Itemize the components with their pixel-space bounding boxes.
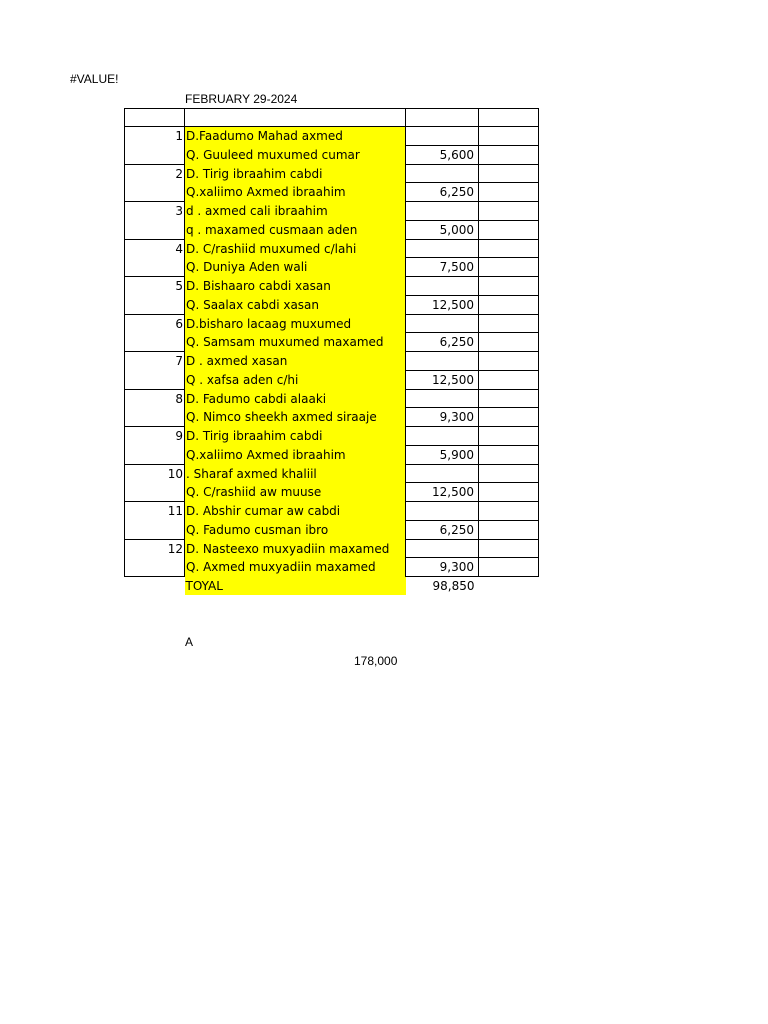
empty-cell[interactable] <box>479 577 539 596</box>
amount-cell[interactable] <box>406 352 479 371</box>
name-cell[interactable]: Q.xaliimo Axmed ibraahim <box>185 445 406 464</box>
row-number-cell[interactable]: 9 <box>125 427 185 446</box>
row-number-cell[interactable]: 12 <box>125 539 185 558</box>
amount-cell[interactable]: 7,500 <box>406 258 479 277</box>
amount-cell[interactable] <box>406 389 479 408</box>
row-number-cell[interactable] <box>125 445 185 464</box>
amount-cell[interactable]: 9,300 <box>406 408 479 427</box>
row-number-cell[interactable] <box>125 558 185 577</box>
row-number-cell[interactable]: 7 <box>125 352 185 371</box>
table-row <box>125 483 539 502</box>
empty-cell[interactable] <box>479 464 539 483</box>
total-row <box>125 577 539 596</box>
empty-cell[interactable] <box>479 183 539 202</box>
table-row <box>125 408 539 427</box>
row-number-cell[interactable]: 11 <box>125 502 185 521</box>
row-number-cell[interactable]: 1 <box>125 127 185 146</box>
name-cell[interactable]: Q. Axmed muxyadiin maxamed <box>185 558 406 577</box>
date-title[interactable]: FEBRUARY 29-2024 <box>185 92 298 106</box>
amount-cell[interactable]: 5,000 <box>406 220 479 239</box>
empty-cell[interactable] <box>479 220 539 239</box>
empty-cell[interactable] <box>479 558 539 577</box>
name-cell[interactable]: D. Tirig ibraahim cabdi <box>185 427 406 446</box>
empty-cell[interactable] <box>479 483 539 502</box>
name-cell[interactable]: . Sharaf axmed khaliil <box>185 464 406 483</box>
table-row <box>125 239 539 258</box>
table-row <box>125 539 539 558</box>
amount-cell[interactable]: 12,500 <box>406 370 479 389</box>
table-row <box>125 558 539 577</box>
empty-cell[interactable] <box>479 277 539 296</box>
amount-cell[interactable]: 5,600 <box>406 145 479 164</box>
empty-cell[interactable] <box>479 352 539 371</box>
row-number-cell[interactable]: 10 <box>125 464 185 483</box>
table-row <box>125 202 539 221</box>
table-row <box>125 333 539 352</box>
table-row <box>125 295 539 314</box>
name-cell[interactable]: Q.xaliimo Axmed ibraahim <box>185 183 406 202</box>
name-cell[interactable]: Q. Nimco sheekh axmed siraaje <box>185 408 406 427</box>
amount-cell[interactable] <box>406 539 479 558</box>
empty-cell[interactable] <box>479 502 539 521</box>
table-row <box>125 314 539 333</box>
empty-cell[interactable] <box>479 389 539 408</box>
amount-cell[interactable]: 5,900 <box>406 445 479 464</box>
row-number-cell[interactable]: 5 <box>125 277 185 296</box>
name-cell[interactable]: D.Faadumo Mahad axmed <box>185 127 406 146</box>
name-cell[interactable]: Q. Guuleed muxumed cumar <box>185 145 406 164</box>
grand-total-cell[interactable]: 178,000 <box>354 654 398 668</box>
table-header-row <box>125 109 539 127</box>
header-cell[interactable] <box>406 109 479 127</box>
empty-cell[interactable] <box>125 577 185 596</box>
table-row <box>125 502 539 521</box>
total-amount-cell[interactable]: 98,850 <box>406 577 479 596</box>
empty-cell[interactable] <box>479 202 539 221</box>
table-row <box>125 258 539 277</box>
row-number-cell[interactable] <box>125 370 185 389</box>
row-number-cell[interactable] <box>125 220 185 239</box>
table-row <box>125 220 539 239</box>
amount-cell[interactable] <box>406 127 479 146</box>
row-number-cell[interactable] <box>125 258 185 277</box>
row-number-cell[interactable] <box>125 145 185 164</box>
name-cell[interactable]: D.bisharo lacaag muxumed <box>185 314 406 333</box>
row-number-cell[interactable]: 8 <box>125 389 185 408</box>
empty-cell[interactable] <box>479 427 539 446</box>
row-number-cell[interactable]: 6 <box>125 314 185 333</box>
table-row <box>125 183 539 202</box>
empty-cell[interactable] <box>479 445 539 464</box>
name-cell[interactable]: Q . xafsa aden c/hi <box>185 370 406 389</box>
row-number-cell[interactable]: 2 <box>125 164 185 183</box>
name-cell[interactable]: Q. C/rashiid aw muuse <box>185 483 406 502</box>
row-number-cell[interactable]: 4 <box>125 239 185 258</box>
table-row <box>125 145 539 164</box>
header-cell[interactable] <box>185 109 406 127</box>
table-row <box>125 520 539 539</box>
name-cell[interactable]: Q. Saalax cabdi xasan <box>185 295 406 314</box>
name-cell[interactable]: D. Abshir cumar aw cabdi <box>185 502 406 521</box>
empty-cell[interactable] <box>479 239 539 258</box>
row-number-cell[interactable] <box>125 520 185 539</box>
amount-cell[interactable]: 12,500 <box>406 483 479 502</box>
empty-cell[interactable] <box>479 370 539 389</box>
amount-cell[interactable] <box>406 464 479 483</box>
amount-cell[interactable] <box>406 502 479 521</box>
table-row <box>125 127 539 146</box>
name-cell[interactable]: d . axmed cali ibraahim <box>185 202 406 221</box>
empty-cell[interactable] <box>479 408 539 427</box>
amount-cell[interactable] <box>406 164 479 183</box>
table-body <box>125 109 539 596</box>
row-number-cell[interactable] <box>125 295 185 314</box>
amount-cell[interactable]: 12,500 <box>406 295 479 314</box>
row-number-cell[interactable] <box>125 183 185 202</box>
note-cell[interactable]: A <box>185 635 194 649</box>
empty-cell[interactable] <box>479 333 539 352</box>
name-cell[interactable]: D. Nasteexo muxyadiin maxamed <box>185 539 406 558</box>
amount-cell[interactable] <box>406 277 479 296</box>
total-label-cell[interactable]: TOYAL <box>185 577 406 596</box>
error-cell[interactable]: #VALUE! <box>70 72 119 86</box>
name-cell[interactable]: Q. Fadumo cusman ibro <box>185 520 406 539</box>
payments-table <box>124 108 539 595</box>
amount-cell[interactable]: 6,250 <box>406 520 479 539</box>
name-cell[interactable]: D. Fadumo cabdi alaaki <box>185 389 406 408</box>
name-cell[interactable]: D. Bishaaro cabdi xasan <box>185 277 406 296</box>
amount-cell[interactable] <box>406 239 479 258</box>
empty-cell[interactable] <box>479 520 539 539</box>
empty-cell[interactable] <box>479 258 539 277</box>
table-row <box>125 277 539 296</box>
header-cell[interactable] <box>479 109 539 127</box>
amount-cell[interactable]: 6,250 <box>406 333 479 352</box>
row-number-cell[interactable]: 3 <box>125 202 185 221</box>
table-row <box>125 464 539 483</box>
row-number-cell[interactable] <box>125 408 185 427</box>
table-row <box>125 370 539 389</box>
table-row <box>125 352 539 371</box>
empty-cell[interactable] <box>479 295 539 314</box>
name-cell[interactable]: D . axmed xasan <box>185 352 406 371</box>
amount-cell[interactable] <box>406 202 479 221</box>
table-row <box>125 164 539 183</box>
empty-cell[interactable] <box>479 539 539 558</box>
table-row <box>125 445 539 464</box>
amount-cell[interactable]: 6,250 <box>406 183 479 202</box>
amount-cell[interactable]: 9,300 <box>406 558 479 577</box>
amount-cell[interactable] <box>406 427 479 446</box>
name-cell[interactable]: Q. Samsam muxumed maxamed <box>185 333 406 352</box>
table-row <box>125 427 539 446</box>
empty-cell[interactable] <box>479 314 539 333</box>
row-number-cell[interactable] <box>125 333 185 352</box>
empty-cell[interactable] <box>479 164 539 183</box>
row-number-cell[interactable] <box>125 483 185 502</box>
empty-cell[interactable] <box>479 145 539 164</box>
empty-cell[interactable] <box>479 127 539 146</box>
name-cell[interactable]: D. C/rashiid muxumed c/lahi <box>185 239 406 258</box>
name-cell[interactable]: Q. Duniya Aden wali <box>185 258 406 277</box>
table-row <box>125 389 539 408</box>
amount-cell[interactable] <box>406 314 479 333</box>
header-cell[interactable] <box>125 109 185 127</box>
name-cell[interactable]: q . maxamed cusmaan aden <box>185 220 406 239</box>
name-cell[interactable]: D. Tirig ibraahim cabdi <box>185 164 406 183</box>
